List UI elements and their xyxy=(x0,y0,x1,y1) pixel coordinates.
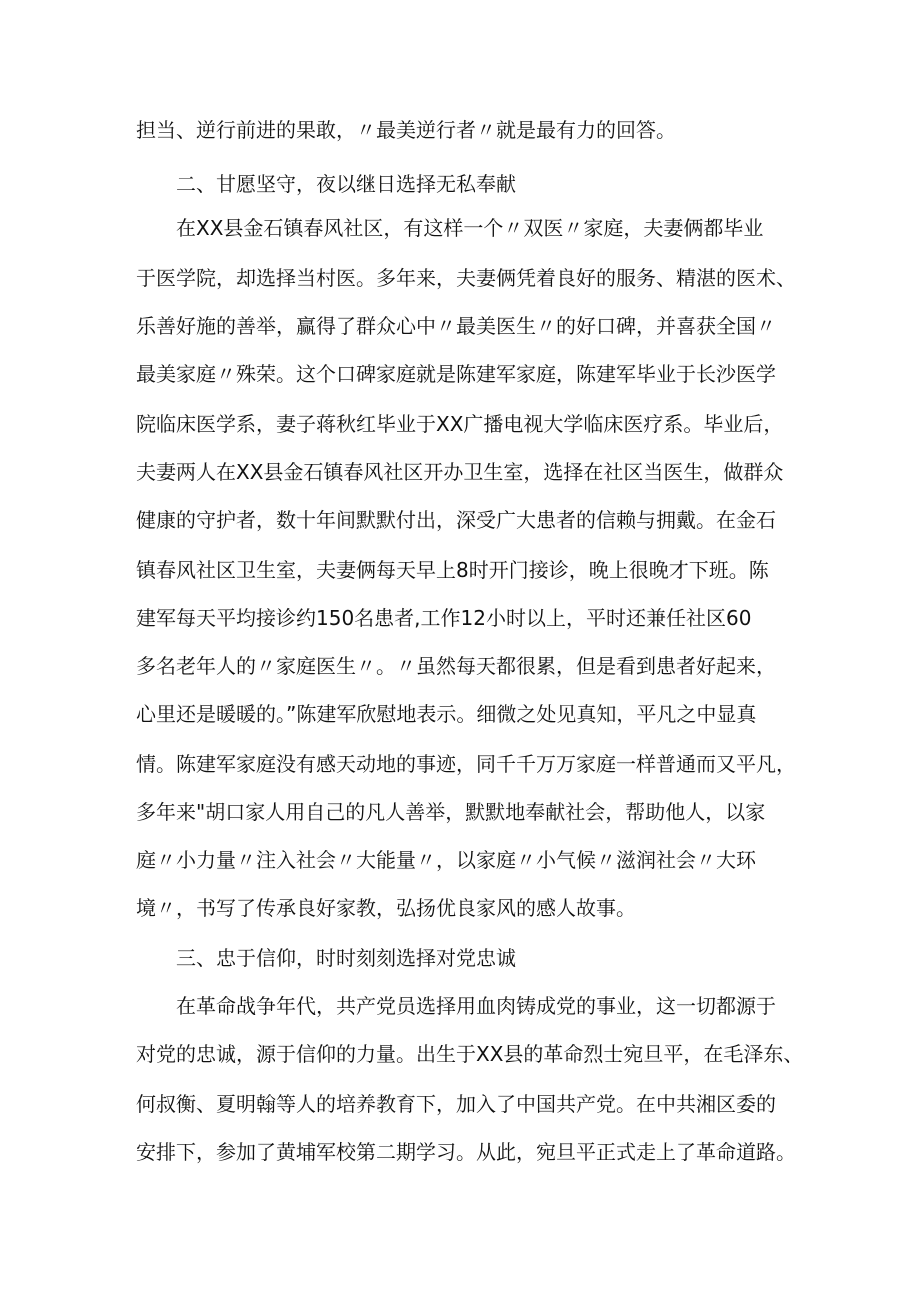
body-text-line: 建军每天平均接诊约150名患者,工作12小时以上，平时还兼任社区60 xyxy=(136,606,752,630)
body-text-line: 安排下，参加了黄埔军校第二期学习。从此，宛旦平正式走上了革命道路。 xyxy=(136,1140,796,1164)
body-text-line: 最美家庭〃殊荣。这个口碑家庭就是陈建军家庭，陈建军毕业于长沙医学 xyxy=(136,362,776,386)
body-text-line: 情。陈建军家庭没有感天动地的事迹，同千千万万家庭一样普通而又平凡， xyxy=(136,752,796,776)
body-text-line: 庭〃小力量〃注入社会〃大能量〃，以家庭〃小气候〃滋润社会〃大环 xyxy=(136,848,756,872)
body-text-line: 镇春风社区卫生室，夫妻俩每天早上8时开门接诊，晚上很晚才下班。陈 xyxy=(136,558,769,582)
body-text-line: 乐善好施的善举，赢得了群众心中〃最美医生〃的好口碑，并喜获全国〃 xyxy=(136,314,776,338)
body-text-line: 心里还是暖暖的。”陈建军欣慰地表示。细微之处见真知，平凡之中显真 xyxy=(136,702,757,726)
body-text-line: 健康的守护者，数十年间默默付出，深受广大患者的信赖与拥戴。在金石 xyxy=(136,508,776,532)
section-heading-2: 二、甘愿坚守，夜以继日选择无私奉献 xyxy=(176,172,516,196)
body-text-line: 对党的忠诚，源于信仰的力量。出生于XX县的革命烈士宛旦平，在毛泽东、 xyxy=(136,1042,804,1066)
body-text-line: 担当、逆行前进的果敢，〃最美逆行者〃就是最有力的回答。 xyxy=(136,118,676,142)
body-text-line: 多年来"胡口家人用自己的凡人善举，默默地奉献社会，帮助他人，以家 xyxy=(136,800,766,824)
body-text-line: 在革命战争年代，共产党员选择用血肉铸成党的事业，这一切都源于 xyxy=(176,994,776,1018)
body-text-line: 境〃，书写了传承良好家教，弘扬优良家风的感人故事。 xyxy=(136,896,636,920)
body-text-line: 何叔衡、夏明翰等人的培养教育下，加入了中国共产党。在中共湘区委的 xyxy=(136,1092,776,1116)
body-text-line: 多名老年人的〃家庭医生〃。〃虽然每天都很累，但是看到患者好起来， xyxy=(136,654,776,678)
section-heading-3: 三、忠于信仰，时时刻刻选择对党忠诚 xyxy=(176,946,516,970)
body-text-line: 于医学院，却选择当村医。多年来，夫妻俩凭着良好的服务、精湛的医术、 xyxy=(136,266,796,290)
body-text-line: 夫妻两人在XX县金石镇春风社区开办卫生室，选择在社区当医生，做群众 xyxy=(136,460,784,484)
body-text-line: 在XX县金石镇春风社区，有这样一个〃双医〃家庭，夫妻俩都毕业 xyxy=(176,216,764,240)
body-text-line: 院临床医学系，妻子蒋秋红毕业于XX广播电视大学临床医疗系。毕业后， xyxy=(136,412,784,436)
